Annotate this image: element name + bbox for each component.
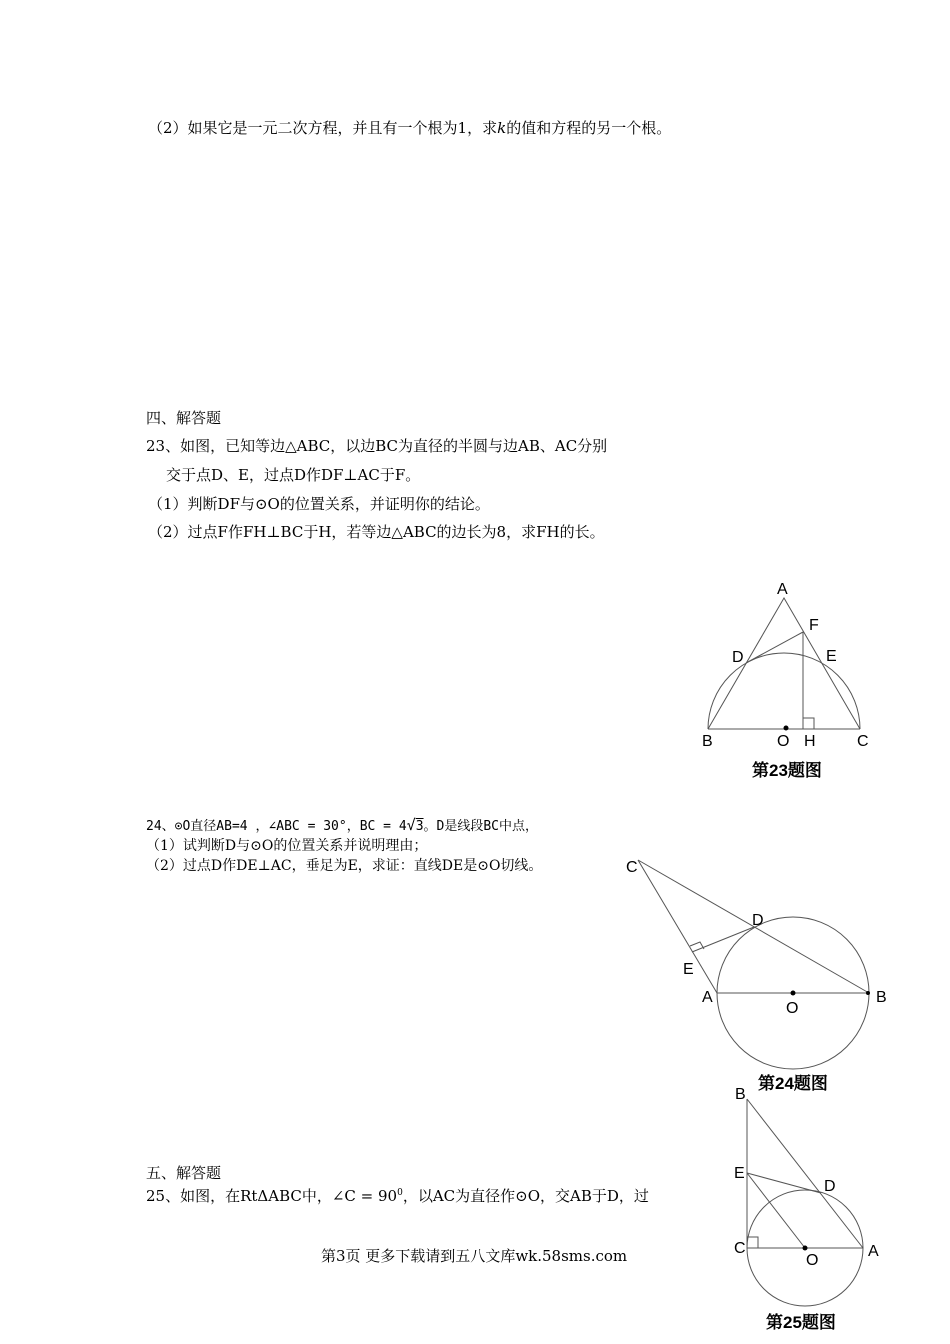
q22-k-variable: k [497, 119, 507, 137]
fig23-label-e: E [826, 648, 837, 665]
figure-23 [702, 581, 869, 780]
q24-part1: （1）试判断D与⊙O的位置关系并说明理由； [146, 838, 428, 854]
q25-line1-post: ，以AC为直径作⊙O，交AB于D，过 [402, 1187, 649, 1205]
fig25-center-dot [803, 1246, 808, 1251]
q25-degree-sup: 0 [397, 1188, 403, 1198]
fig23-triangle-sides [708, 598, 860, 729]
figure-24 [626, 859, 887, 1093]
fig24-caption: 第24题图 [758, 1074, 828, 1093]
q24-line1-post: 。D是线段BC中点， [423, 819, 539, 834]
q25-line1-pre: 25、如图，在RtΔABC中，∠C = 90 [146, 1187, 398, 1205]
fig25-label-a: A [868, 1243, 879, 1260]
section5-heading: 五、解答题 [146, 1164, 222, 1182]
fig23-label-c: C [857, 733, 869, 750]
q22-part2-tail: 的值和方程的另一个根。 [506, 119, 672, 137]
fig24-segment-de [692, 927, 754, 952]
fig24-label-b: B [876, 989, 887, 1006]
fig23-right-angle-mark [803, 718, 814, 729]
fig24-point-b-dot [866, 991, 870, 995]
fig24-label-o: O [786, 1000, 799, 1017]
fig25-label-o: O [806, 1252, 819, 1269]
fig24-label-e: E [683, 961, 694, 978]
fig23-label-a: A [777, 581, 788, 598]
fig23-label-b: B [702, 733, 713, 750]
fig23-label-f: F [809, 617, 819, 634]
fig25-label-c: C [734, 1240, 746, 1257]
q24-part2: （2）过点D作DE⊥AC，垂足为E，求证：直线DE是⊙O切线。 [146, 858, 543, 874]
q24-line1-pre: 24、⊙O直径AB=4 ，∠ABC = 30°，BC = 4 [146, 819, 407, 834]
section4-heading: 四、解答题 [146, 409, 222, 427]
q23-part2: （2）过点F作FH⊥BC于H，若等边△ABC的边长为8，求FH的长。 [148, 523, 605, 541]
fig25-label-d: D [824, 1178, 836, 1195]
fig23-center-dot [784, 726, 789, 731]
sqrt-sign: √ [406, 816, 416, 834]
q23-line1: 23、如图，已知等边△ABC，以边BC为直径的半圆与边AB、AC分别 [146, 437, 608, 455]
fig25-right-angle-mark [747, 1237, 758, 1248]
fig23-semicircle [708, 653, 860, 729]
fig24-segment-ca [638, 860, 717, 993]
q24-sqrt-arg: 3 [415, 819, 424, 834]
fig25-caption: 第25题图 [766, 1313, 836, 1332]
fig25-label-b: B [735, 1086, 746, 1103]
q23-line2: 交于点D、E，过点D作DF⊥AC于F。 [166, 466, 421, 484]
fig24-label-d: D [752, 912, 764, 929]
fig25-segment-ed [747, 1173, 821, 1193]
fig23-caption: 第23题图 [752, 761, 822, 780]
q23-part1: （1）判断DF与⊙O的位置关系，并证明你的结论。 [148, 495, 490, 513]
page-footer: 第3页 更多下载请到五八文库wk.58sms.com [321, 1247, 628, 1265]
fig25-label-e: E [734, 1165, 745, 1182]
q22-part2-text: （2）如果它是一元二次方程，并且有一个根为1，求 [148, 119, 498, 137]
figure-25 [734, 1086, 879, 1332]
fig24-label-a: A [702, 989, 713, 1006]
fig24-label-c: C [626, 859, 638, 876]
fig23-segment-df [746, 632, 803, 663]
fig23-label-h: H [804, 733, 816, 750]
fig23-label-o: O [777, 733, 790, 750]
fig25-segment-ba [747, 1099, 863, 1248]
fig24-center-dot [791, 991, 796, 996]
fig23-label-d: D [732, 649, 744, 666]
